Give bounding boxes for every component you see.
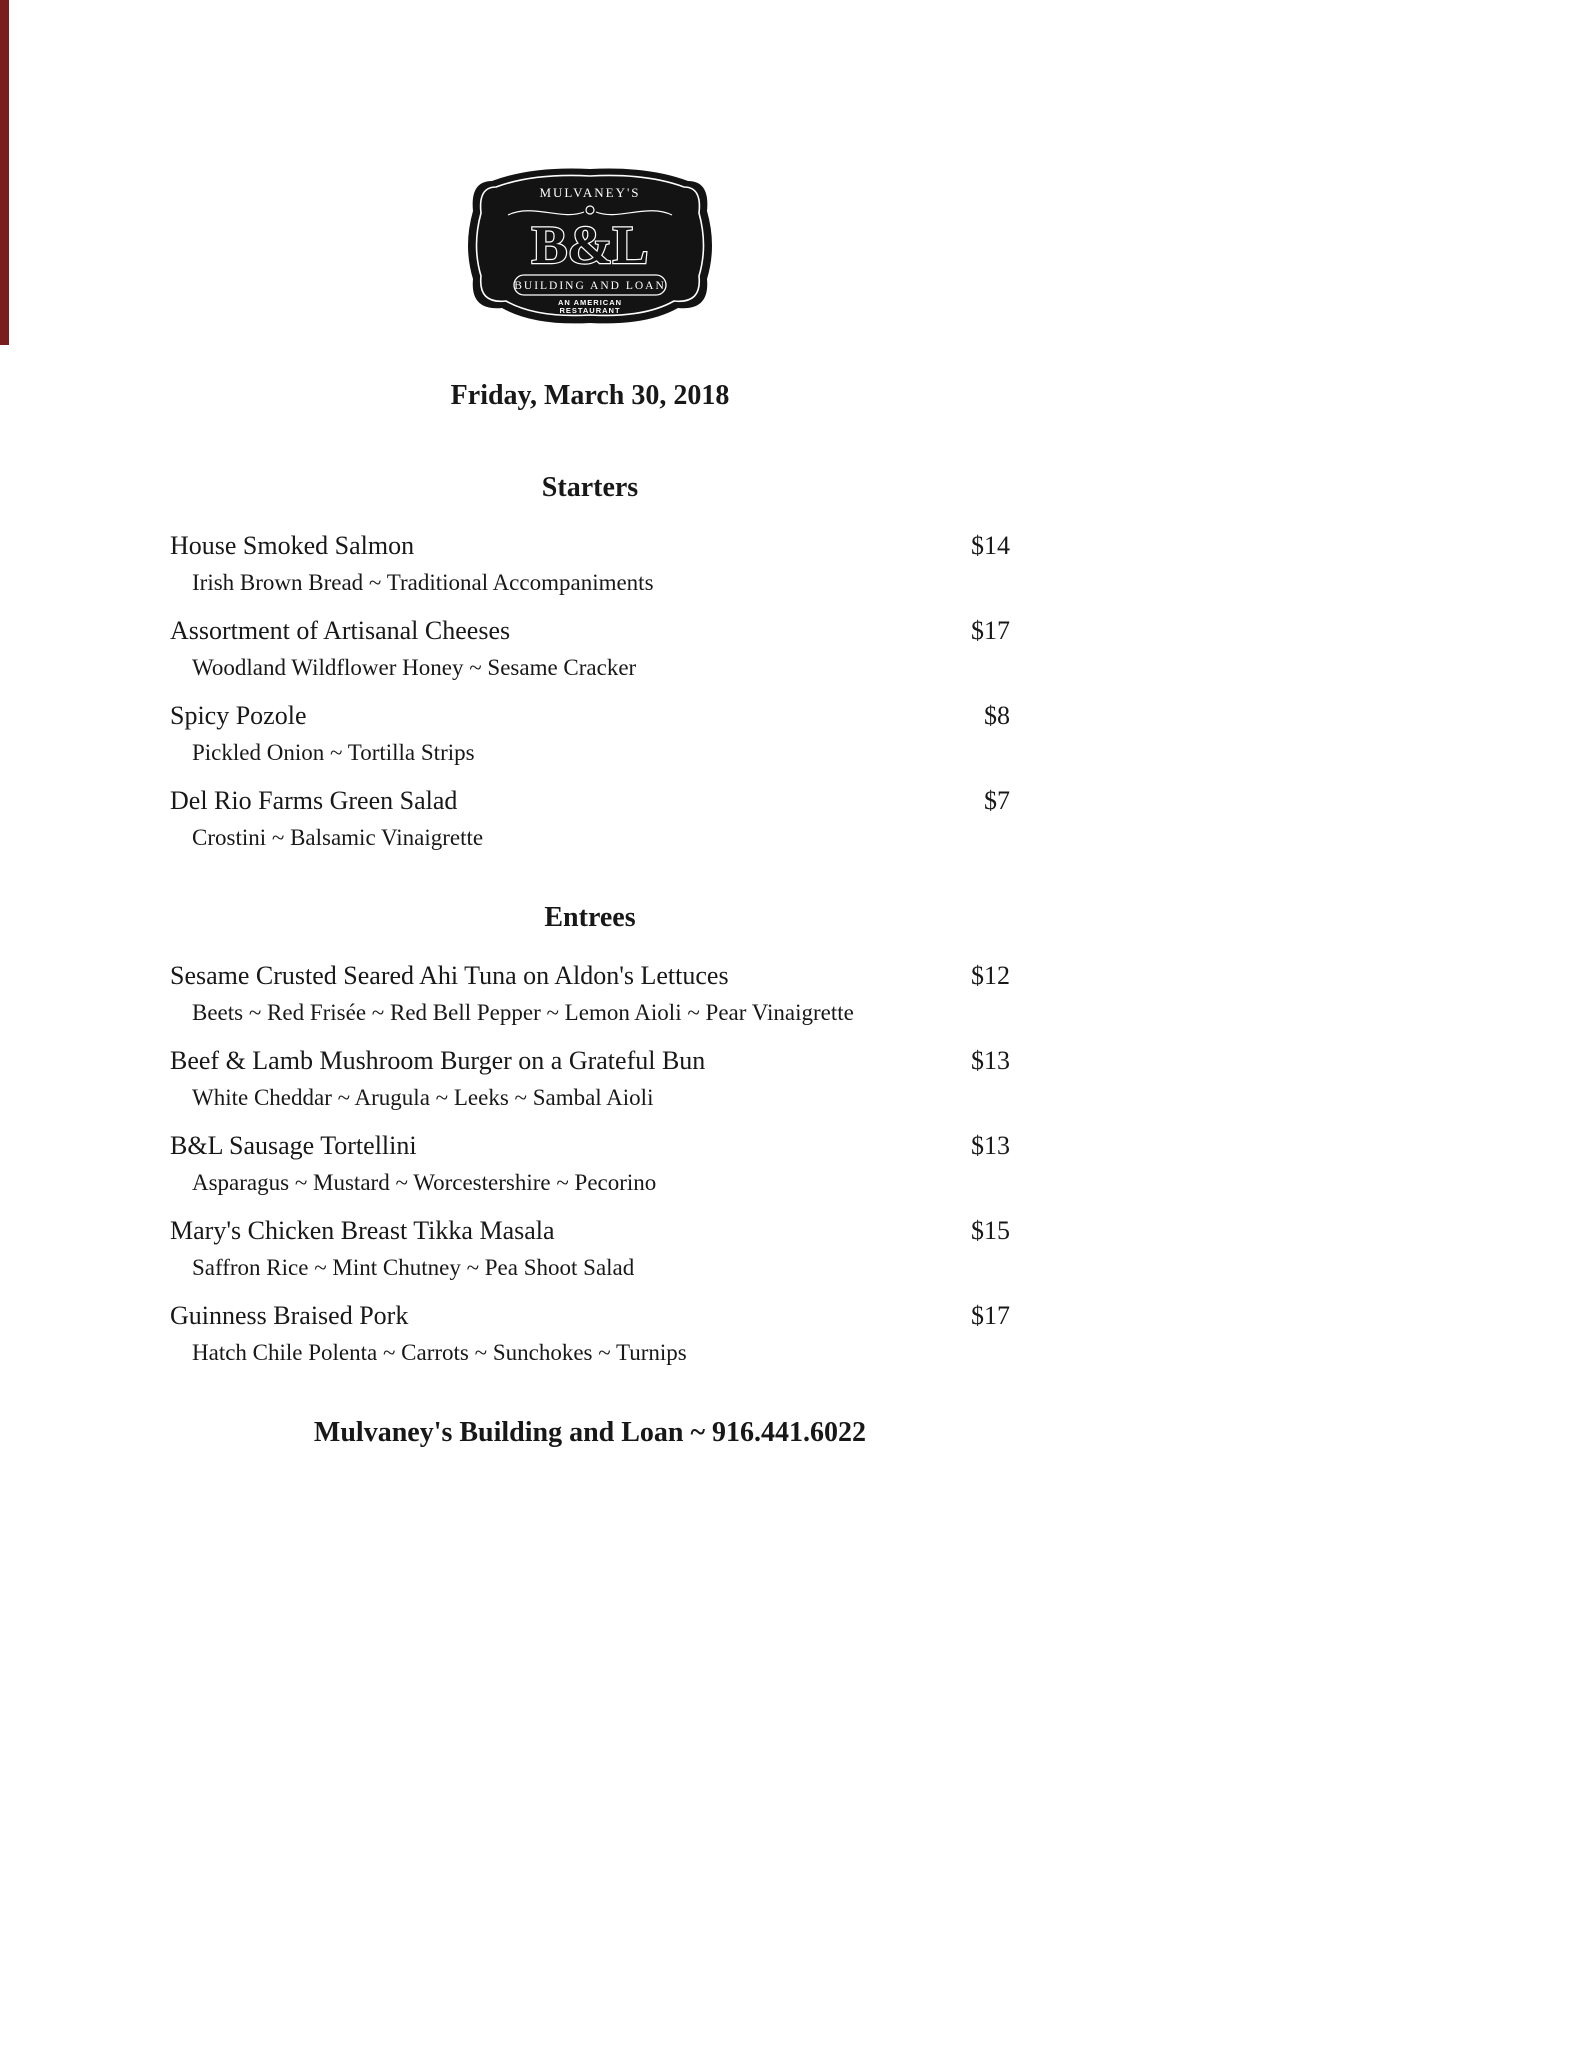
menu-item-row xyxy=(170,699,1010,733)
menu-item xyxy=(170,1214,1010,1283)
menu-item xyxy=(170,1299,1010,1368)
restaurant-contact-footer: Mulvaney's Building and Loan ~ 916.441.6022 xyxy=(313,1417,867,1448)
menu-item xyxy=(170,1044,1010,1113)
menu-item xyxy=(170,529,1010,598)
menu-item-row xyxy=(170,1044,1010,1078)
menu-item-name: B&L Sausage Tortellini xyxy=(170,1131,417,1160)
menu-item xyxy=(170,699,1010,768)
menu-item-row xyxy=(170,1214,1010,1248)
menu-item-name: Assortment of Artisanal Cheeses xyxy=(170,616,511,645)
menu-item xyxy=(170,784,1010,853)
menu-item-price: $17 xyxy=(971,1301,1010,1330)
menu-item-row xyxy=(170,1299,1010,1333)
logo-brand-text: MULVANEY'S xyxy=(539,185,641,200)
menu-item-row xyxy=(170,529,1010,563)
section-title-entrees: Entrees xyxy=(544,902,636,933)
menu-item-price: $12 xyxy=(971,961,1010,990)
menu-date: Friday, March 30, 2018 xyxy=(450,380,730,411)
menu-item-row xyxy=(170,784,1010,818)
menu-item-description: Saffron Rice ~ Mint Chutney ~ Pea Shoot Salad xyxy=(192,1255,635,1280)
menu-item-description: Beets ~ Red Frisée ~ Red Bell Pepper ~ Lemon Aioli ~ Pear Vinaigrette xyxy=(192,1000,854,1025)
menu-item-name: House Smoked Salmon xyxy=(170,531,415,560)
menu-item-description: Crostini ~ Balsamic Vinaigrette xyxy=(192,825,484,850)
logo-banner-text: BUILDING AND LOAN xyxy=(514,280,666,292)
restaurant-logo-badge-icon xyxy=(462,163,718,329)
menu-item-name: Spicy Pozole xyxy=(170,701,307,730)
menu-item-description: Irish Brown Bread ~ Traditional Accompaniments xyxy=(192,570,654,595)
menu-item-description: White Cheddar ~ Arugula ~ Leeks ~ Sambal Aioli xyxy=(192,1085,654,1110)
logo-initials-text: B&L xyxy=(531,215,649,275)
menu-item-row xyxy=(170,1129,1010,1163)
menu-item-price: $14 xyxy=(971,531,1010,560)
section-title-starters: Starters xyxy=(541,472,639,503)
menu-item-row xyxy=(170,959,1010,993)
menu-item-price: $15 xyxy=(971,1216,1010,1245)
logo-tagline-line2: RESTAURANT xyxy=(559,306,621,315)
menu-item xyxy=(170,959,1010,1028)
menu-item-price: $17 xyxy=(971,616,1010,645)
menu-item-name: Beef & Lamb Mushroom Burger on a Grateful Bun xyxy=(170,1046,706,1075)
menu-item-price: $13 xyxy=(971,1046,1010,1075)
menu-item-description: Asparagus ~ Mustard ~ Worcestershire ~ Pecorino xyxy=(192,1170,657,1195)
menu-item xyxy=(170,614,1010,683)
menu-item xyxy=(170,1129,1010,1198)
menu-item-name: Mary's Chicken Breast Tikka Masala xyxy=(170,1216,555,1245)
menu-content xyxy=(170,0,1010,1450)
menu-item-price: $8 xyxy=(984,701,1010,730)
menu-item-description: Hatch Chile Polenta ~ Carrots ~ Sunchokes ~ Turnips xyxy=(192,1340,687,1365)
menu-item-price: $13 xyxy=(971,1131,1010,1160)
page-edge-stripe xyxy=(0,0,9,345)
menu-item-name: Guinness Braised Pork xyxy=(170,1301,409,1330)
restaurant-logo xyxy=(462,163,718,329)
menu-item-name: Del Rio Farms Green Salad xyxy=(170,786,458,815)
menu-item-description: Woodland Wildflower Honey ~ Sesame Cracker xyxy=(192,655,637,680)
menu-item-description: Pickled Onion ~ Tortilla Strips xyxy=(192,740,475,765)
menu-item-row xyxy=(170,614,1010,648)
menu-item-name: Sesame Crusted Seared Ahi Tuna on Aldon's Lettuces xyxy=(170,961,729,990)
menu-item-price: $7 xyxy=(984,786,1010,815)
logo-tagline-line1: AN AMERICAN xyxy=(557,298,623,307)
